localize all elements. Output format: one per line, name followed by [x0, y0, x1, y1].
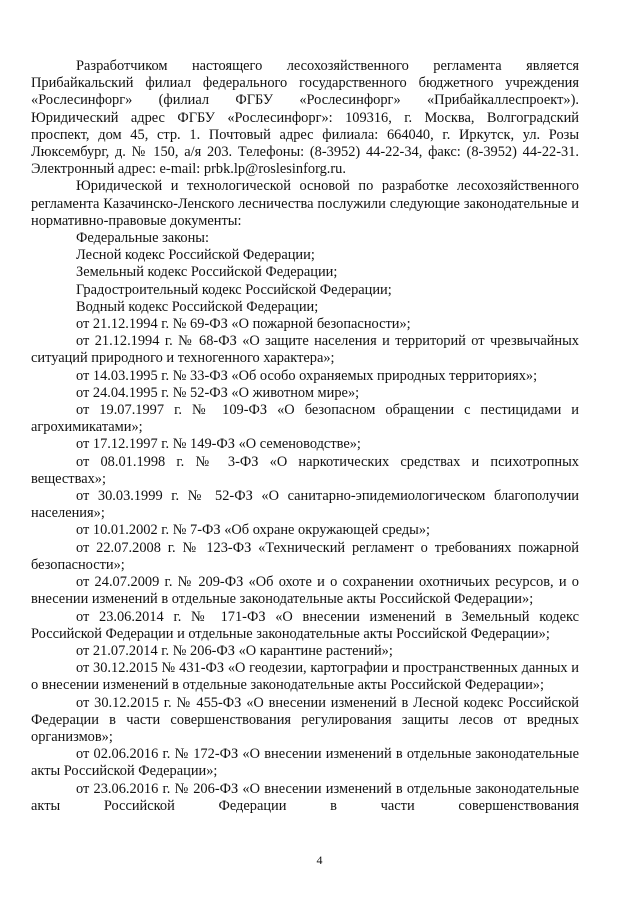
law-item: от 08.01.1998 г. № 3-ФЗ «О наркотических средствах и психотропных веществах»;	[31, 453, 579, 487]
law-item: от 02.06.2016 г. № 172-ФЗ «О внесении изменений в отдельные законодательные акты Российской Федерации»;	[31, 746, 579, 780]
law-item: от 30.03.1999 г. № 52-ФЗ «О санитарно-эпидемиологическом благополучии населения»;	[31, 488, 579, 522]
law-item: от 17.12.1997 г. № 149-ФЗ «О семеноводстве»;	[76, 436, 361, 453]
page-number: 4	[316, 853, 323, 867]
law-item: от 23.06.2014 г. № 171-ФЗ «О внесении изменений в Земельный кодекс Российской Федерации и отдельные законодательные акты Российской Федерации»;	[31, 608, 579, 642]
law-item: Земельный кодекс Российской Федерации;	[76, 264, 338, 281]
law-item: Водный кодекс Российской Федерации;	[76, 298, 319, 315]
law-item: от 30.12.2015 г. № 455-ФЗ «О внесении изменений в Лесной кодекс Российской Федерации в части совершенствования регулирования защиты лесов от вредных организмов»;	[31, 694, 579, 745]
law-item: от 19.07.1997 г. № 109-ФЗ «О безопасном обращении с пестицидами и агрохимикатами»;	[31, 402, 579, 436]
law-item: от 24.07.2009 г. № 209-ФЗ «Об охоте и о сохранении охотничьих ресурсов, и о внесении изменений в отдельные законодательные акты Российской Федерации»;	[31, 574, 579, 608]
law-item: от 23.06.2016 г. № 206-ФЗ «О внесении изменений в отдельные законодательные акты Российской Федерации в части совершенствования	[31, 780, 579, 814]
federal-laws-heading: Федеральные законы:	[76, 230, 209, 247]
document-body	[31, 58, 579, 815]
law-item: от 21.12.1994 г. № 69-ФЗ «О пожарной безопасности»;	[76, 316, 411, 333]
law-item: от 14.03.1995 г. № 33-ФЗ «Об особо охраняемых природных территориях»;	[76, 367, 538, 384]
law-item: от 10.01.2002 г. № 7-ФЗ «Об охране окружающей среды»;	[76, 522, 431, 539]
law-item: от 30.12.2015 № 431-ФЗ «О геодезии, картографии и пространственных данных и о внесении изменений в отдельные законодательные акты Российской Федерации»;	[31, 660, 579, 694]
law-item: от 22.07.2008 г. № 123-ФЗ «Технический регламент о требованиях пожарной безопасности»;	[31, 539, 579, 573]
law-item: Градостроительный кодекс Российской Федерации;	[76, 281, 392, 298]
law-item: от 21.12.1994 г. № 68-ФЗ «О защите населения и территорий от чрезвычайных ситуаций природного и техногенного характера»;	[31, 333, 579, 367]
developer-paragraph: Разработчиком настоящего лесохозяйственного регламента является Прибайкальский филиал федерального государственного бюджетного учреждения «Рослесинфорг» (филиал ФГБУ «Рослесинфорг» «Прибайкаллеспроект»). Юридический адрес ФГБУ «Рослесинфорг»: 109316, г. Москва, Волгоградский проспект, дом 45, стр. 1. Почтовый адрес филиала: 664040, г. Иркутск, ул. Розы Люксембург, д. № 150, а/я 203. Телефоны: (8-3952) 44-22-34, факс: (8-3952) 44-22-31. Электронный адрес: e-mail: prbk.lp@roslesinforg.ru.	[31, 58, 579, 178]
legal-basis-paragraph: Юридической и технологической основой по разработке лесохозяйственного регламента Казачинско-Ленского лесничества послужили следующие законодательные и нормативно-правовые документы:	[31, 178, 579, 229]
law-item: от 21.07.2014 г. № 206-ФЗ «О карантине растений»;	[76, 642, 393, 659]
law-item: от 24.04.1995 г. № 52-ФЗ «О животном мире»;	[76, 384, 360, 401]
law-item: Лесной кодекс Российской Федерации;	[76, 247, 315, 264]
